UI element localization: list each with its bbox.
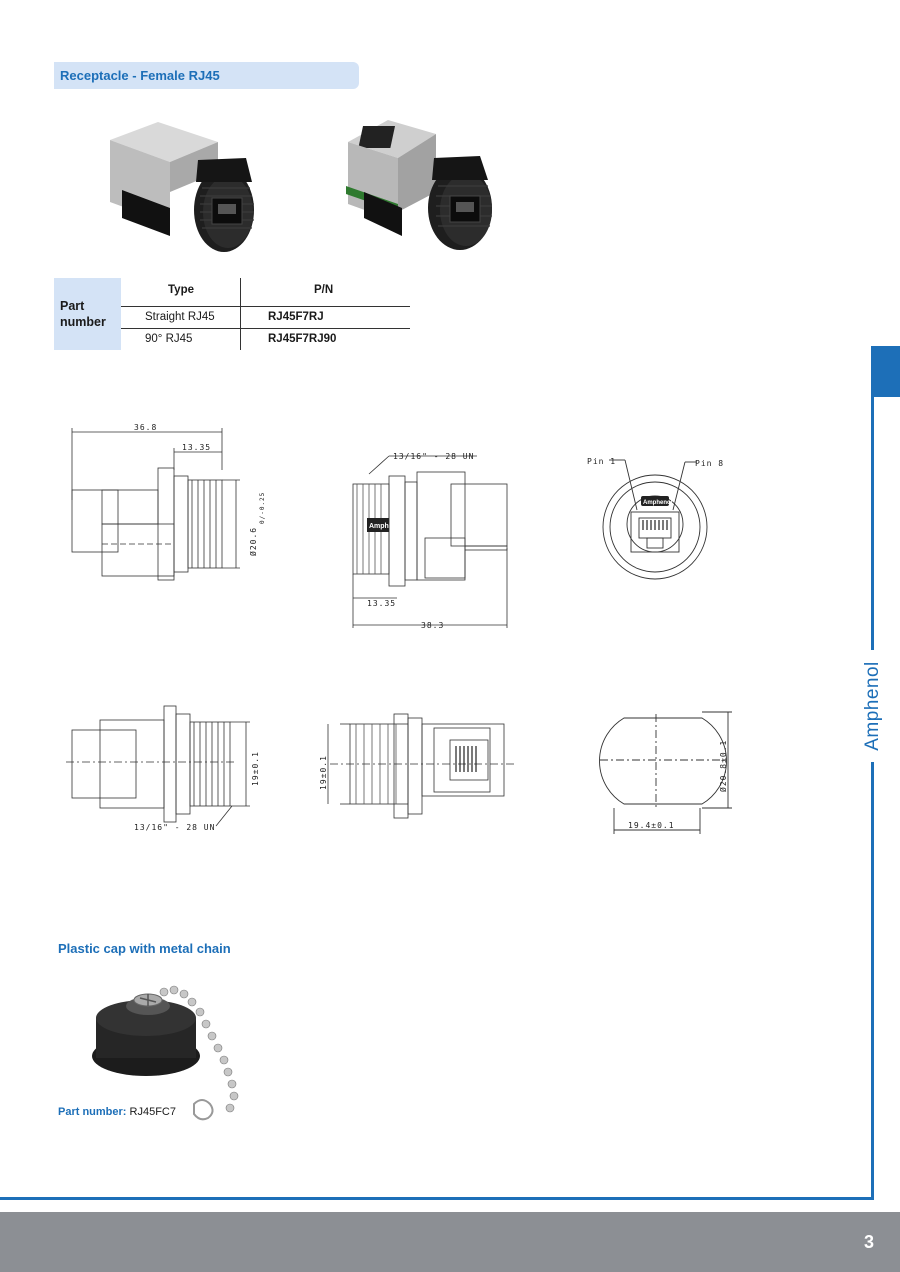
dim-diameter: Ø20.6 — [249, 526, 258, 556]
cap-section-title: Plastic cap with metal chain — [58, 941, 231, 956]
page-footer — [0, 1212, 900, 1272]
dim-tolerance: 0/-0.25 — [259, 491, 266, 524]
table-row-pn: RJ45F7RJ90 — [268, 333, 337, 345]
pin1-label: Pin 1 — [587, 457, 617, 466]
drawing-logo: Amph — [369, 523, 389, 530]
type-header: Type — [168, 284, 194, 296]
table-row-type: 90° RJ45 — [145, 333, 193, 345]
dim-thread: 13.35 — [367, 599, 397, 608]
straight-receptacle-photo — [96, 112, 266, 257]
page-number: 3 — [863, 1232, 874, 1252]
cap-part-number — [58, 1106, 176, 1118]
straight-top-view-drawing — [314, 706, 524, 831]
dim-height: 19±0.1 — [319, 755, 328, 790]
pin8-label: Pin 8 — [695, 459, 725, 468]
dim-thread-spec: 13/16" - 28 UN — [134, 823, 216, 832]
dim-height: 19±0.1 — [251, 751, 260, 786]
table-row-type: Straight RJ45 — [145, 311, 215, 323]
dim-thread-spec: 13/16" - 28 UN — [393, 452, 475, 461]
flat-view-drawing — [592, 708, 742, 838]
part-number-label — [54, 278, 121, 350]
brand-label — [856, 650, 890, 762]
brand-horizontal-line — [0, 1197, 874, 1200]
brand-name: Amphenol — [862, 661, 883, 751]
drawing-logo: Amphenol — [643, 500, 673, 506]
pn-header: P/N — [314, 284, 334, 296]
plastic-cap-photo — [86, 976, 276, 1126]
dim-overall: 38.3 — [421, 621, 445, 630]
straight-side-view-drawing — [345, 448, 520, 633]
dim-width: 19.4±0.1 — [628, 821, 675, 830]
part-number-table — [121, 278, 410, 350]
front-view-drawing — [585, 452, 730, 582]
cap-part-number-label: Part number: — [58, 1106, 127, 1118]
part-number-label-line2: number — [60, 315, 106, 329]
brand-vertical-line — [871, 397, 874, 1200]
dim-overall: 36.8 — [134, 423, 158, 432]
dim-thread: 13.35 — [182, 443, 212, 452]
side-view-drawing — [64, 420, 284, 590]
part-number-label-line1: Part — [60, 299, 85, 313]
dim-diameter: Ø20.8±0.1 — [719, 739, 728, 792]
section-title: Receptacle - Female RJ45 — [54, 62, 359, 89]
cap-part-number-value: RJ45FC7 — [129, 1106, 176, 1118]
table-row-pn: RJ45F7RJ — [268, 311, 324, 323]
brand-tab — [871, 346, 900, 397]
right-angle-receptacle-photo — [340, 112, 530, 257]
side-view-bottom-drawing — [64, 700, 274, 840]
